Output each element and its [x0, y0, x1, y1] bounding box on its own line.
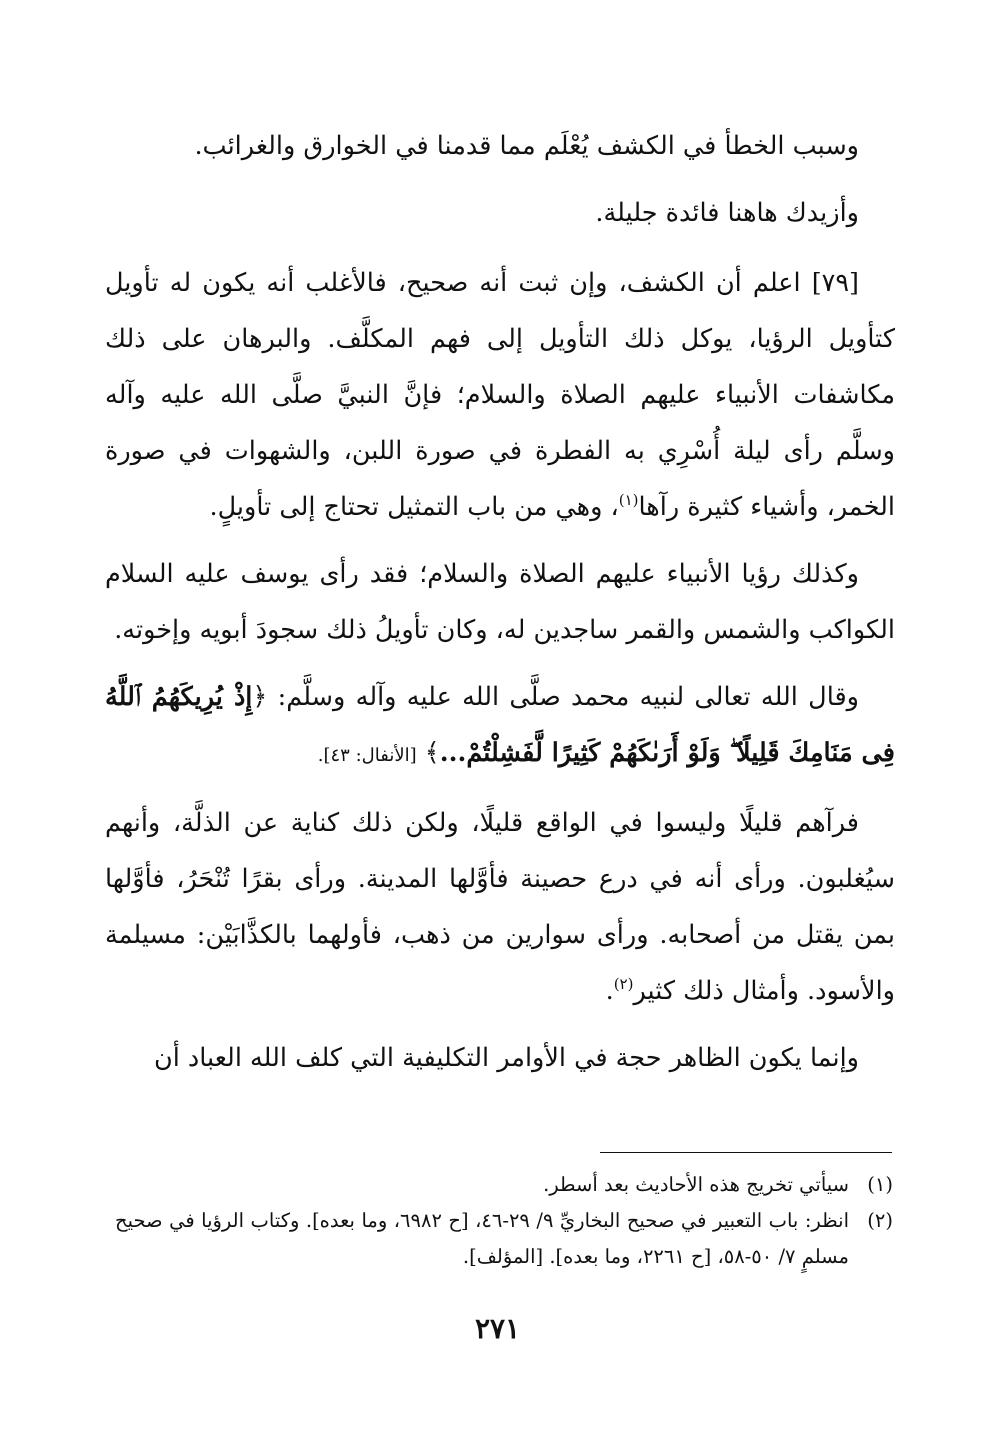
footnote-divider: [600, 1152, 892, 1153]
paragraph-7: وإنما يكون الظاهر حجة في الأوامر التكليفية التي كلف الله العباد أن: [154, 1043, 859, 1073]
paragraph-6-text: فرآهم قليلًا وليسوا في الواقع قليلًا، ولكن ذلك كناية عن الذلَّة، وأنهم سيُغلبون. ورأى أنه في درع حصينة فأوَّلها المدينة. ورأى بقرًا تُنْحَرُ، فأوَّلها بمن يقتل من أصحابه. ورأى سوارين من ذهب، فأولهما بالكذَّابَيْن: مسيلمة والأسود. وأمثال ذلك كثير: [105, 808, 895, 1006]
footnote-text: انظر: باب التعبير في صحيح البخاريِّ ٩/ ٢٩-٤٦، [ح ٦٩٨٢، وما بعده]. وكتاب الرؤيا في صحيح مسلمٍ ٧/ ٥٠-٥٨، [ح ٢٢٦١، وما بعده]. [المؤلف].: [115, 1209, 849, 1268]
page-number: ٢٧١: [474, 1312, 521, 1345]
paragraph-4: وكذلك رؤيا الأنبياء عليهم الصلاة والسلام؛ فقد رأى يوسف عليه السلام الكواكب والشمس والقمر ساجدين له، وكان تأويلُ ذلك سجودَ أبويه وإخوته.: [105, 559, 895, 645]
footnote-ref-2[interactable]: (٢): [613, 975, 634, 993]
footnote-number: (٢): [867, 1209, 893, 1232]
paragraph-number: [٧٩]: [811, 268, 859, 298]
paragraph-1: وسبب الخطأ في الكشف يُعْلَم مما قدمنا في الخوارق والغرائب.: [194, 131, 859, 161]
footnotes: [115, 1167, 893, 1275]
quran-close-bracket: ﴾: [424, 738, 440, 768]
footnote-text: سيأتي تخريج هذه الأحاديث بعد أسطر.: [543, 1173, 849, 1196]
paragraph-3-end: ، وهي من باب التمثيل تحتاج إلى تأويلٍ.: [209, 492, 619, 522]
paragraph-6-end: .: [605, 976, 614, 1006]
page-body: [105, 118, 895, 1086]
footnote-2: [115, 1203, 893, 1275]
footnote-ref-1[interactable]: (١): [618, 491, 639, 509]
verse-reference: [الأنفال: ٤٣].: [317, 745, 417, 766]
paragraph-3: [105, 255, 895, 535]
footnote-number: (١): [867, 1173, 893, 1196]
footnote-1: [115, 1167, 893, 1203]
quran-open-bracket: ﴿: [252, 682, 268, 712]
paragraph-5-intro: وقال الله تعالى لنبيه محمد صلَّى الله عليه وآله وسلَّم:: [277, 682, 859, 712]
paragraph-2: وأزيدك هاهنا فائدة جليلة.: [595, 198, 859, 228]
paragraph-3-text: اعلم أن الكشف، وإن ثبت أنه صحيح، فالأغلب أنه يكون له تأويل كتأويل الرؤيا، يوكل ذلك التأويل إلى فهم المكلَّف. والبرهان على ذلك مكاشفات الأنبياء عليهم الصلاة والسلام؛ فإنَّ النبيَّ صلَّى الله عليه وآله وسلَّم رأى ليلة أُسْرِي به الفطرة في صورة اللبن، والشهوات في صورة الخمر، وأشياء كثيرة رآها: [105, 268, 895, 522]
quran-verse: إِذْ يُرِيكَهُمُ ٱللَّهُ فِى مَنَامِكَ قَلِيلًا ۖ وَلَوْ أَرَىٰكَهُمْ كَثِيرًا لَّفَشِلْتُمْ...: [105, 682, 895, 768]
paragraph-6: [105, 795, 895, 1019]
paragraph-5: [105, 669, 895, 784]
